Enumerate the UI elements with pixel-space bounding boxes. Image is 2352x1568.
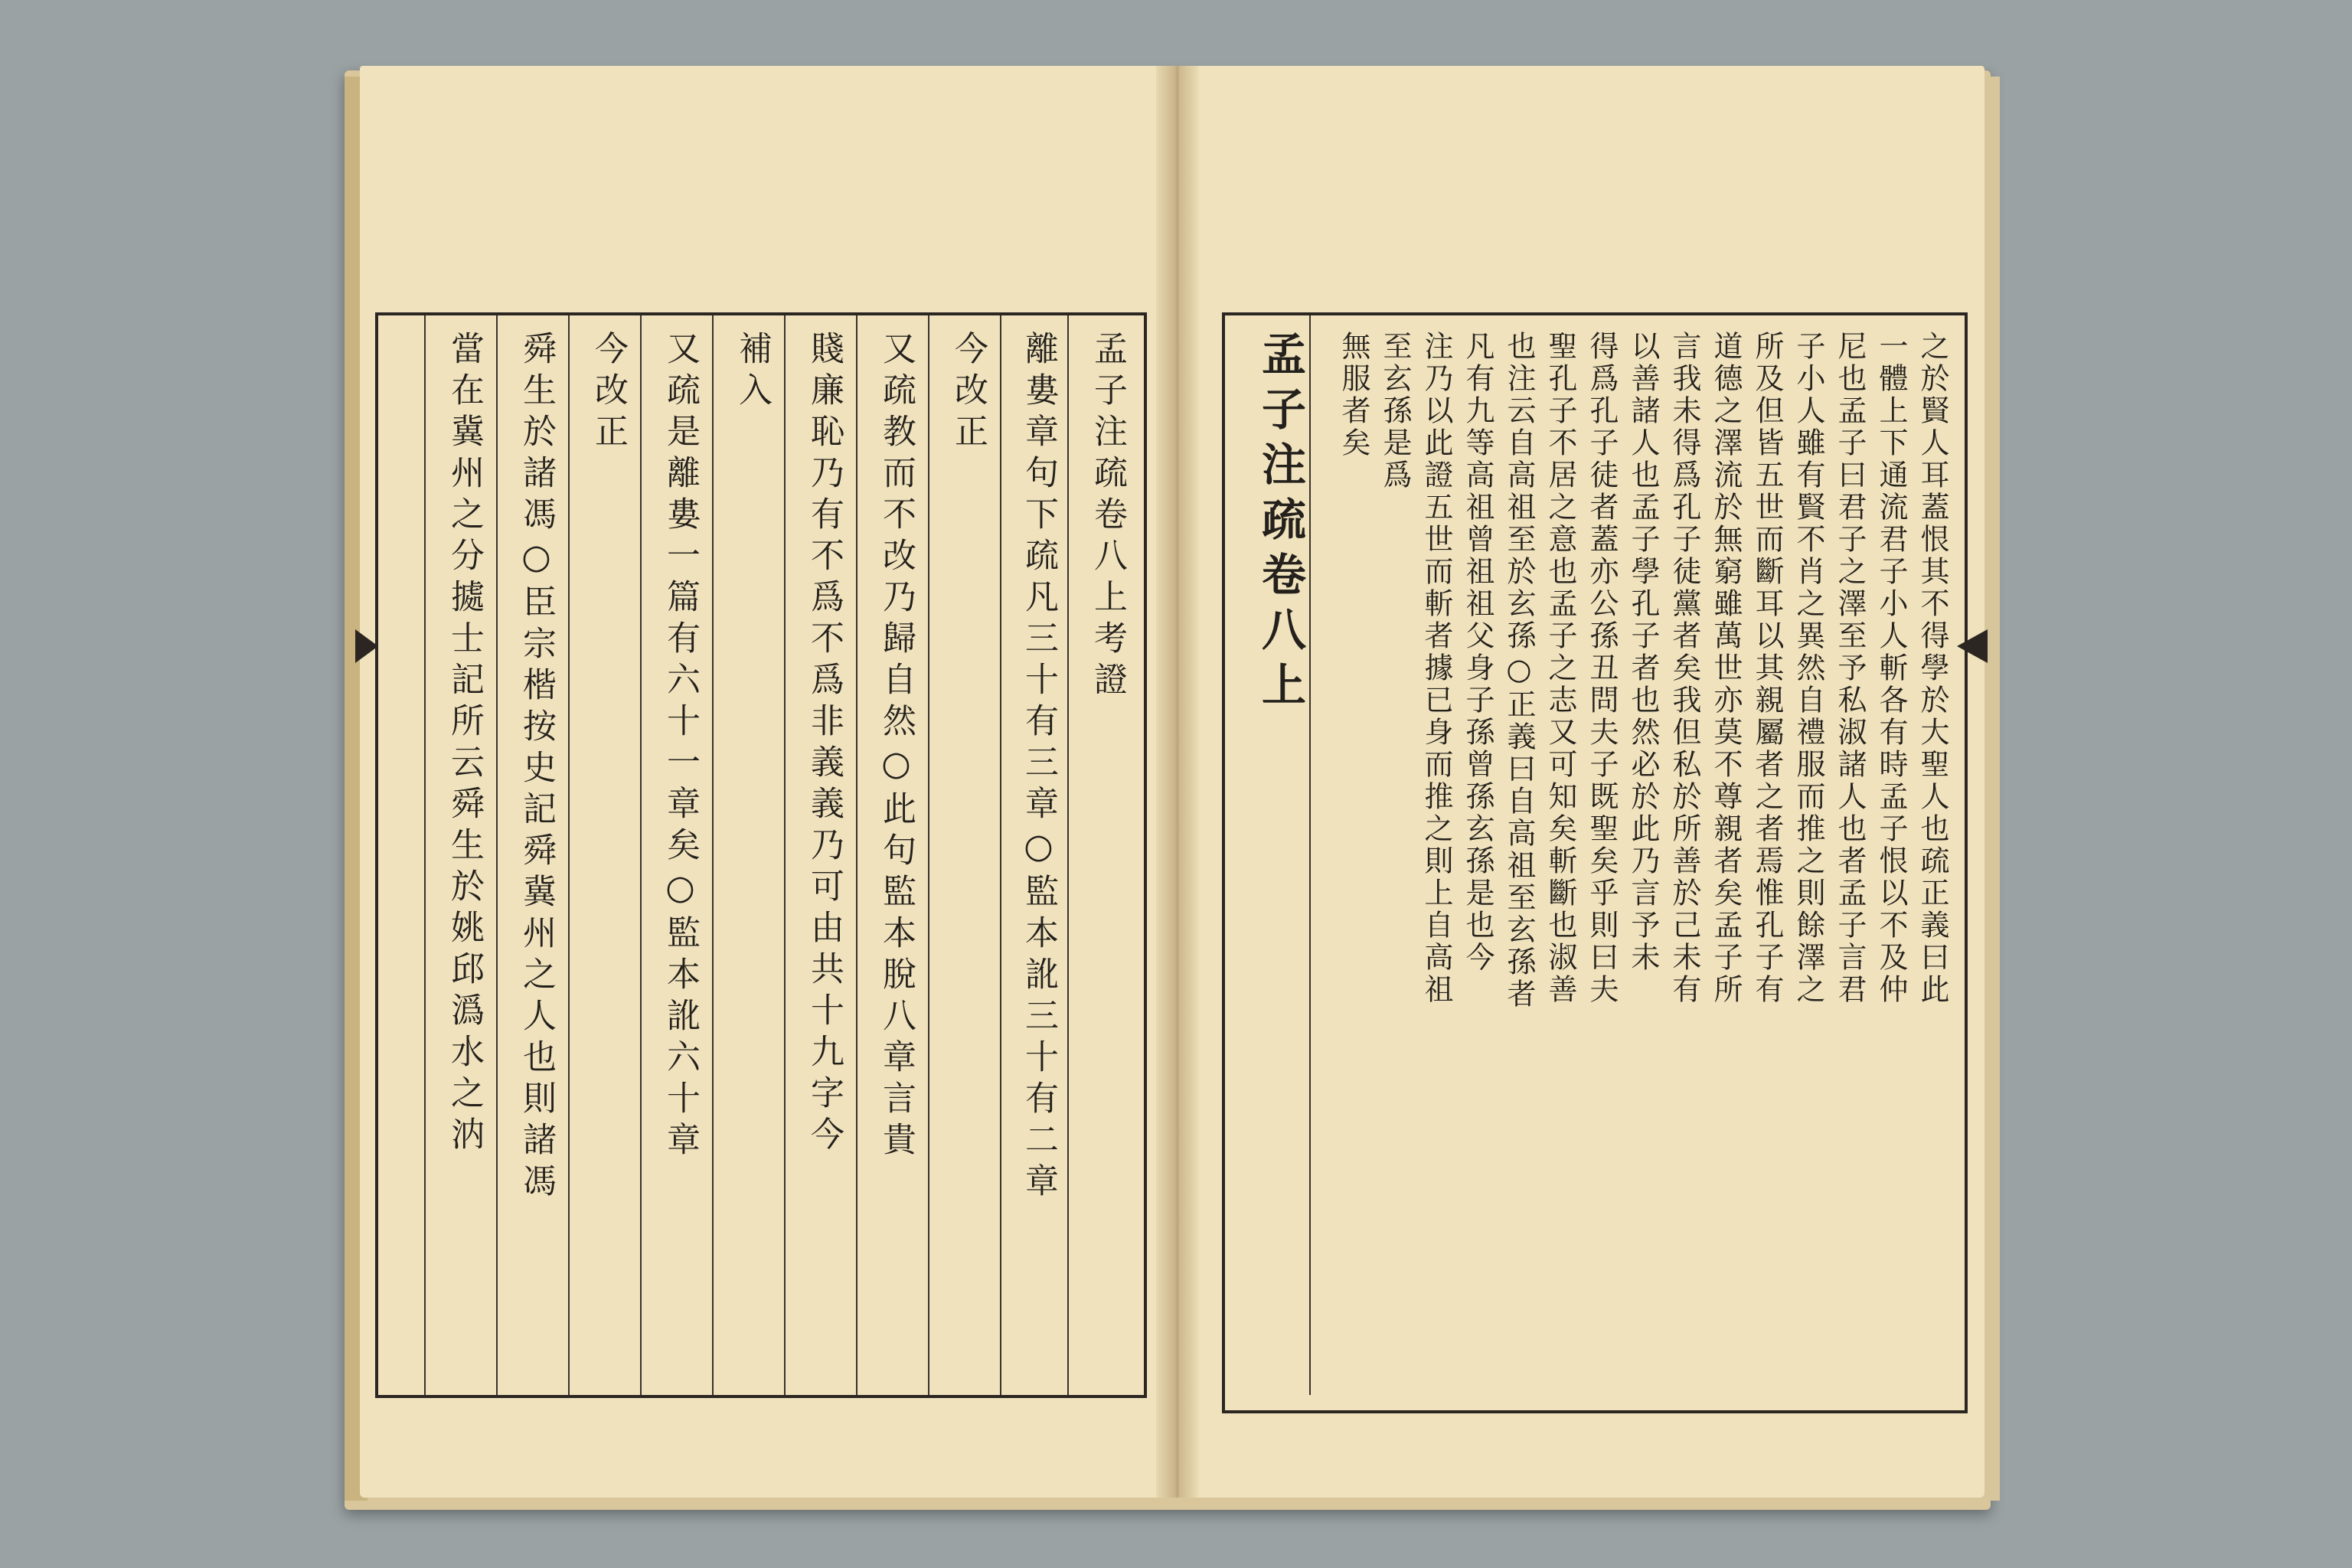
text-column: 凡有九等高祖曾祖祖父身子孫曾孫玄孫是也今	[1461, 331, 1494, 974]
text-column: 尼也孟子曰君子之澤至予私淑諸人也者孟子言君	[1833, 331, 1867, 1006]
right-text-block	[1222, 312, 1968, 1413]
column-rule	[784, 315, 786, 1395]
book-gutter	[1156, 66, 1199, 1498]
text-column: 賤廉恥乃有不爲不爲非義義乃可由共十九字今	[805, 331, 844, 1158]
text-column: 子小人雖有賢不肖之異然自禮服而推之則餘澤之	[1792, 331, 1825, 1006]
text-column: 也注云自高祖至於玄孫○正義曰自高祖至玄孫者	[1502, 331, 1536, 1011]
column-rule	[640, 315, 642, 1395]
text-column: 今改正	[589, 331, 628, 455]
text-column: 補入	[733, 331, 772, 413]
text-column: 無服者矣	[1337, 331, 1370, 459]
text-column: 孟子注疏卷八上考證	[1088, 331, 1127, 703]
column-rule	[1000, 315, 1001, 1395]
text-column: 今改正	[949, 331, 988, 455]
text-column: 至玄孫是爲	[1378, 331, 1412, 492]
text-column: 言我未得爲孔子徒黨者矣我但私於所善於己未有	[1668, 331, 1701, 1006]
column-rule	[424, 315, 426, 1395]
text-column: 注乃以此證五世而斬者據已身而推之則上自高祖	[1419, 331, 1453, 1006]
column-rule	[712, 315, 714, 1395]
text-column: 離婁章句下疏凡三十有三章○監本訛三十有二章	[1019, 331, 1058, 1204]
volume-title: 孟子注疏卷八上	[1254, 331, 1306, 717]
text-column: 一體上下通流君子小人斬各有時孟子恨以不及仲	[1874, 331, 1908, 1006]
text-column: 又疏是離婁一篇有六十一章矣○監本訛六十章	[661, 331, 700, 1163]
column-rule	[1067, 315, 1069, 1395]
column-rule	[856, 315, 858, 1395]
fishtail-marker	[1957, 629, 1988, 663]
column-rule	[568, 315, 570, 1395]
fishtail-marker	[355, 629, 378, 663]
text-column: 之於賢人耳蓋恨其不得學於大聖人也疏正義曰此	[1916, 331, 1949, 1006]
text-column: 舜生於諸馮○臣宗楷按史記舜冀州之人也則諸馮	[517, 331, 556, 1204]
column-rule	[1309, 315, 1311, 1395]
column-rule	[496, 315, 498, 1395]
text-column: 得爲孔子徒者蓋亦公孫丑問夫子既聖矣乎則曰夫	[1585, 331, 1619, 1006]
text-column: 聖孔子不居之意也孟子之志又可知矣斬斷也淑善	[1544, 331, 1577, 1006]
text-column: 當在冀州之分㨿士記所云舜生於姚邱潙水之汭	[445, 331, 484, 1158]
left-text-block	[375, 312, 1147, 1398]
text-column: 所及但皆五世而斷耳以其親屬者之者焉惟孔子有	[1750, 331, 1784, 1006]
column-rule	[928, 315, 929, 1395]
text-column: 以善諸人也孟子學孔子者也然必於此乃言予未	[1626, 331, 1660, 974]
text-column: 道德之澤流於無窮雖萬世亦莫不尊親者矣孟子所	[1709, 331, 1743, 1006]
text-column: 又疏教而不改乃歸自然○此句監本脫八章言貴	[877, 331, 916, 1163]
